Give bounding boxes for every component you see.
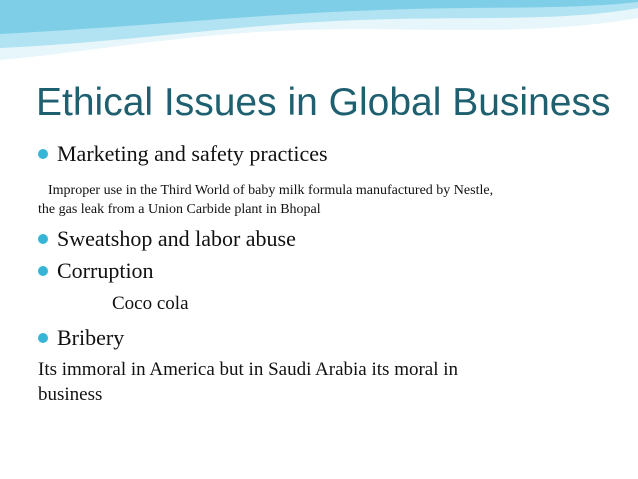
bullet-dot-icon [38, 266, 48, 276]
bullet-dot-icon [38, 234, 48, 244]
bullet-item-marketing [38, 140, 328, 168]
slide-title: Ethical Issues in Global Business [36, 81, 611, 124]
bullet-text: Marketing and safety practices [57, 141, 328, 166]
bullet-text: Bribery [57, 325, 125, 350]
bribery-explanation-line2: business [38, 384, 103, 405]
detail-text-nestle: Improper use in the Third World of baby milk formula manufactured by Nestle, [48, 183, 494, 198]
bullet-item-sweatshop [38, 225, 296, 253]
bullet-dot-icon [38, 333, 48, 343]
bullet-text: Corruption [57, 258, 154, 283]
bullet-item-bribery [38, 324, 124, 352]
bullet-item-corruption [38, 257, 154, 285]
header-wave-decoration [0, 0, 638, 72]
example-text-coco-cola: Coco cola [112, 293, 189, 314]
bribery-explanation-line1: Its immoral in America but in Saudi Arabia its moral in [38, 359, 459, 380]
detail-text-bhopal: the gas leak from a Union Carbide plant in Bhopal [38, 202, 321, 217]
bullet-text: Sweatshop and labor abuse [57, 226, 296, 251]
bullet-dot-icon [38, 149, 48, 159]
